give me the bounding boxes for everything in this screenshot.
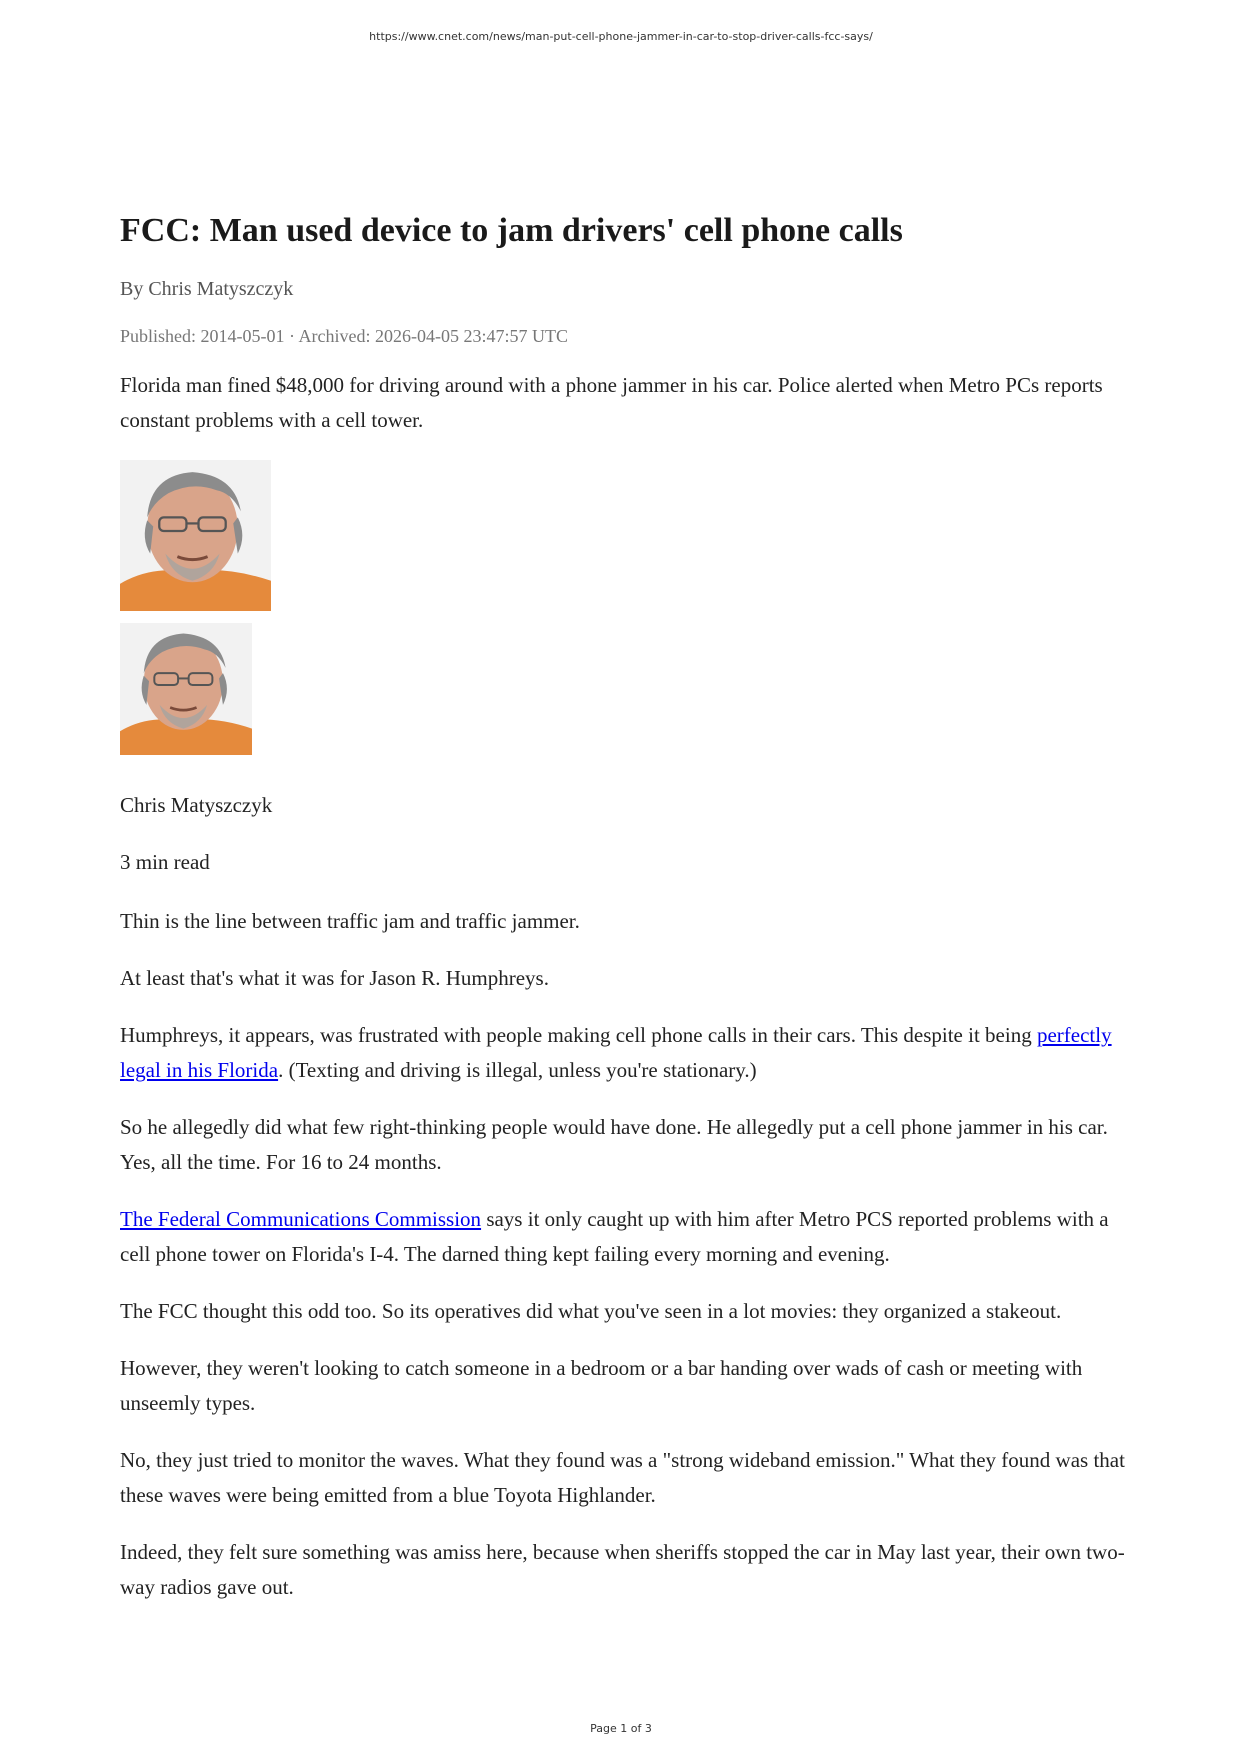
paragraph-9: Indeed, they felt sure something was amiss here, because when sheriffs stopped the car in May last year, their own two-way radios gave out. <box>120 1540 1125 1599</box>
fcc-link[interactable]: The Federal Communications Commission <box>120 1207 482 1231</box>
author-portrait-icon <box>120 460 271 611</box>
paragraph-3-text-after: . (Texting and driving is illegal, unless you're stationary.) <box>278 1058 757 1082</box>
paragraph-5-text-after: says it only caught up with him after Metro PCS reported problems with a cell phone tower on Florida's I-4. The darned thing kept failing every morning and evening. <box>120 1207 1109 1266</box>
author-portrait-icon <box>120 623 252 755</box>
author-photo-large <box>120 460 271 611</box>
author-name: Chris Matyszczyk <box>120 793 273 817</box>
paragraph-3 <box>120 1018 1130 1088</box>
read-time: 3 min read <box>120 850 210 874</box>
paragraph-4: So he allegedly did what few right-thinking people would have done. He allegedly put a cell phone jammer in his car. Yes, all the time. For 16 to 24 months. <box>120 1115 1108 1174</box>
paragraph-2: At least that's what it was for Jason R. Humphreys. <box>120 966 549 990</box>
paragraph-1: Thin is the line between traffic jam and traffic jammer. <box>120 909 580 933</box>
paragraph-7: However, they weren't looking to catch someone in a bedroom or a bar handing over wads of cash or meeting with unseemly types. <box>120 1356 1083 1415</box>
paragraph-5 <box>120 1202 1130 1272</box>
article <box>120 210 1130 1626</box>
florida-law-link[interactable]: perfectly legal in his Florida <box>120 1023 1112 1082</box>
page-number: Page 1 of 3 <box>590 1722 652 1735</box>
paragraph-6: The FCC thought this odd too. So its operatives did what you've seen in a lot movies: they organized a stakeout. <box>120 1299 1062 1323</box>
article-byline: By Chris Matyszczyk <box>120 278 294 300</box>
paragraph-3-text-before: Humphreys, it appears, was frustrated with people making cell phone calls in their cars. This despite it being <box>120 1023 1037 1047</box>
article-summary: Florida man fined $48,000 for driving around with a phone jammer in his car. Police alerted when Metro PCs reports constant problems with a cell tower. <box>120 373 1103 432</box>
article-meta: Published: 2014-05-01 · Archived: 2026-04-05 23:47:57 UTC <box>120 326 568 346</box>
page-url-header: https://www.cnet.com/news/man-put-cell-phone-jammer-in-car-to-stop-driver-calls-fcc-says/ <box>369 30 873 43</box>
paragraph-8: No, they just tried to monitor the waves. What they found was a "strong wideband emission." What they found was that these waves were being emitted from a blue Toyota Highlander. <box>120 1448 1125 1507</box>
author-photo-small <box>120 623 252 755</box>
article-title: FCC: Man used device to jam drivers' cell phone calls <box>120 212 903 249</box>
